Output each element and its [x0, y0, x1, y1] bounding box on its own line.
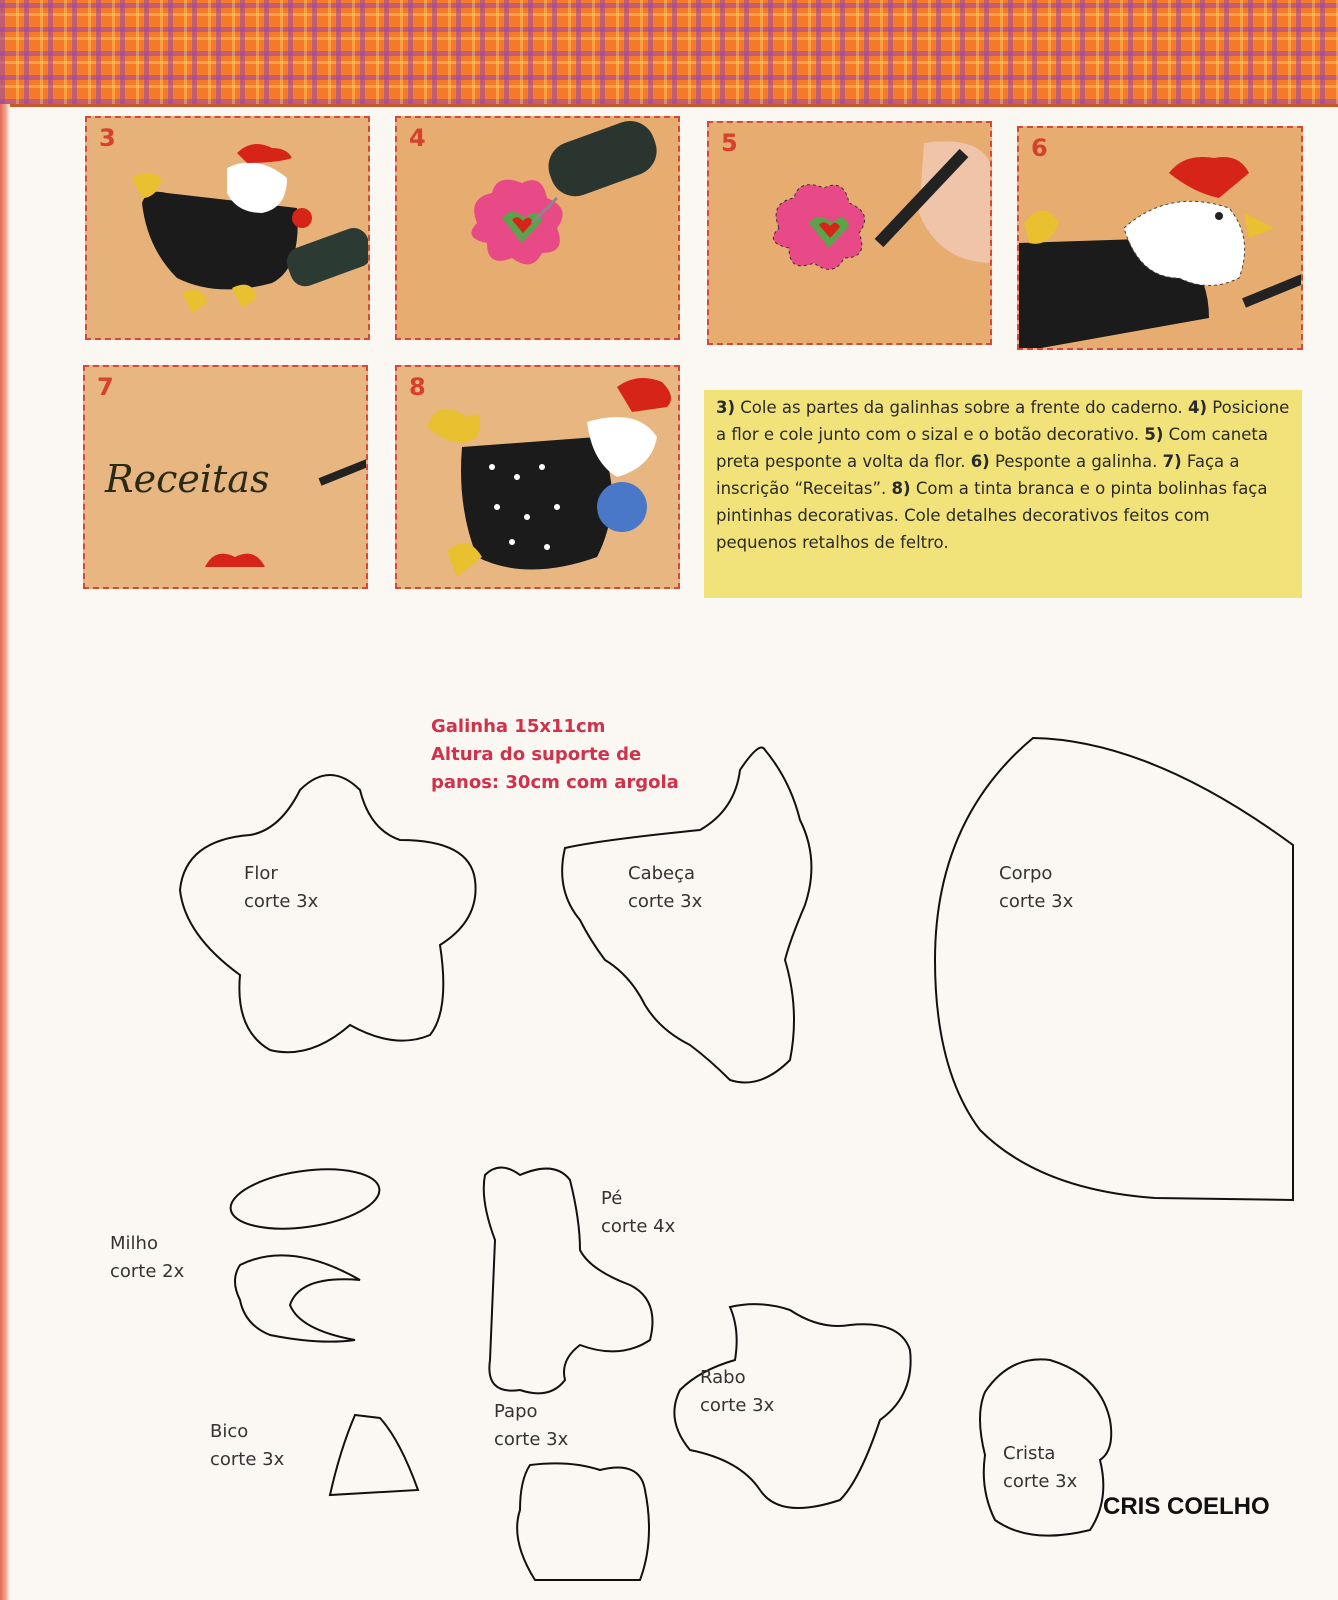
- corpo-label: Corpo corte 3x: [999, 863, 1074, 912]
- bico-shape: [330, 1415, 418, 1495]
- milho-label: Milho corte 2x: [110, 1233, 185, 1282]
- step-number: 7: [97, 373, 114, 401]
- milho-crescent-shape: [235, 1255, 360, 1341]
- milho-oval-shape: [227, 1161, 383, 1237]
- instruction-5: 5) Com caneta preta pesponte a volta da flor.: [716, 425, 1268, 471]
- flor-label: Flor corte 3x: [244, 863, 319, 912]
- pe-label: Pé corte 4x: [601, 1188, 676, 1237]
- corpo-shape: [935, 738, 1293, 1200]
- bico-label: Bico corte 3x: [210, 1421, 285, 1470]
- instruction-8: 8) Com a tinta branca e o pinta bolinhas faça pintinhas decorativas. Cole detalhes decorativos feitos com pequenos retalhos de feltro.: [716, 479, 1268, 552]
- step-number: 4: [409, 124, 426, 152]
- instruction-6: 6) Pesponte a galinha.: [970, 452, 1158, 471]
- crista-label: Crista corte 3x: [1003, 1443, 1078, 1492]
- step-number: 8: [409, 373, 426, 401]
- instruction-7: 7) Faça a inscrição “Receitas”.: [716, 452, 1240, 498]
- instruction-4: 4) Posicione a flor e cole junto com o sizal e o botão decorativo.: [716, 398, 1290, 444]
- cabeca-label: Cabeça corte 3x: [628, 863, 703, 912]
- pattern-title: Galinha 15x11cm Altura do suporte de panos: 30cm com argola: [431, 716, 679, 793]
- credit-text: CRIS COELHO: [1103, 1493, 1270, 1520]
- step-number: 6: [1031, 134, 1048, 162]
- papo-shape: [517, 1463, 649, 1580]
- step-number: 5: [721, 129, 738, 157]
- step-number: 3: [99, 124, 116, 152]
- instruction-3: 3) Cole as partes da galinhas sobre a frente do caderno.: [716, 398, 1183, 417]
- papo-label: Papo corte 3x: [494, 1401, 569, 1450]
- flor-shape: [180, 775, 476, 1052]
- receitas-lettering: Receitas: [105, 457, 270, 501]
- rabo-label: Rabo corte 3x: [700, 1367, 775, 1416]
